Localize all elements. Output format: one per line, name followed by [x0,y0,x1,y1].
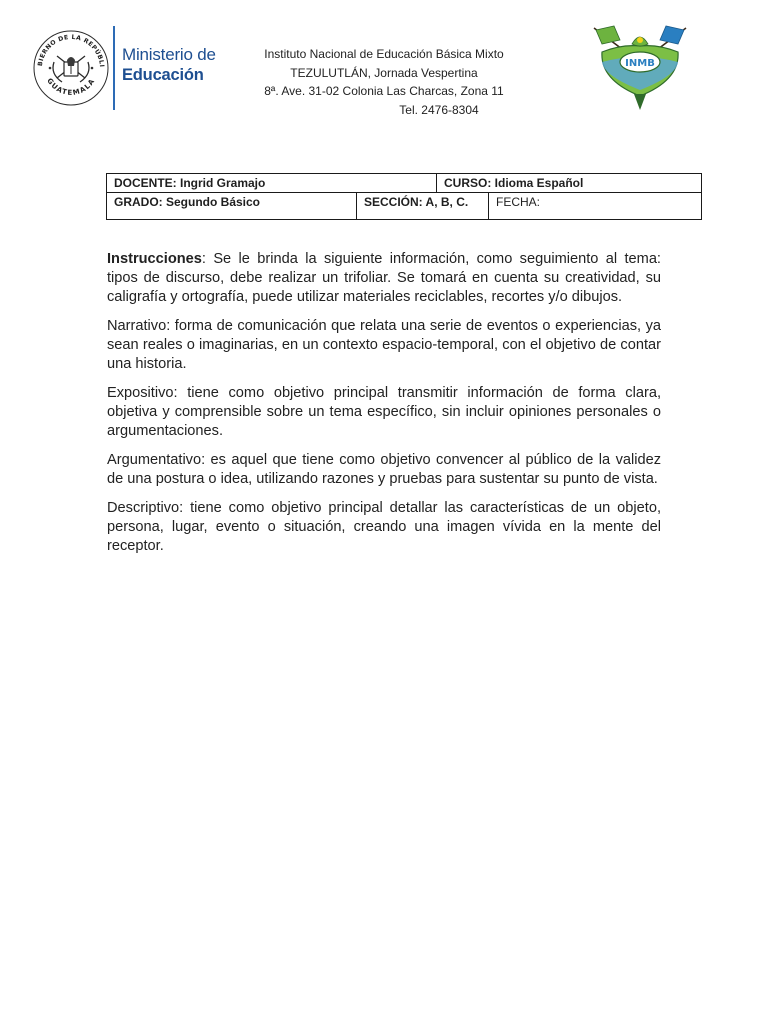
expositivo-paragraph: Expositivo: tiene como objetivo principal transmitir información de forma clara, objetiva y comprensible sobre un tema específico, sin incluir opiniones personales o argumentaciones. [107,385,661,439]
instructions-text: : Se le brinda la siguiente información, como seguimiento al tema: tipos de discurso, debe realizar un trifoliar. Se tomará en cuenta su creatividad, su caligrafía y ortografía, puede utilizar materiales reciclables, recortes y/o dibujos. [107,251,661,305]
institution-address: 8ª. Ave. 31-02 Colonia Las Charcas, Zona 11 [264,84,504,99]
svg-text:GUATEMALA [45,77,97,97]
course-cell: CURSO: Idioma Español [444,176,584,190]
seal-text-bottom: GUATEMALA [45,76,97,97]
guatemala-seal [32,26,110,108]
argumentativo-paragraph: Argumentativo: es aquel que tiene como objetivo convencer al público de la validez de una postura o idea, utilizando razones y pruebas para sustentar su punto de vista. [107,452,661,487]
institution-shift: TEZULUTLÁN, Jornada Vespertina [290,65,478,80]
grade-cell: GRADO: Segundo Básico [107,193,357,219]
instructions-label: Instrucciones [107,251,202,267]
ministry-name-line1: Ministerio de [122,45,216,64]
date-cell: FECHA: [496,195,541,209]
seal-text-top: BIERNO DE LA REPÚBLI [36,33,106,68]
info-row-2 [107,192,701,219]
ministry-divider [113,26,115,110]
instructions-paragraph [107,250,661,307]
school-logo-text: INMB [625,58,655,69]
section-cell: SECCIÓN: A, B, C. [357,193,489,219]
descriptivo-paragraph: Descriptivo: tiene como objetivo principal detallar las características de un objeto, persona, lugar, evento o situación, creando una imagen vívida en la mente del receptor. [107,500,661,554]
ministry-name [122,45,216,85]
narrativo-paragraph: Narrativo: forma de comunicación que relata una serie de eventos o experiencias, ya sean reales o imaginarias, en un contexto espacio-temporal, con el objetivo de contar una historia. [107,318,661,372]
teacher-cell: DOCENTE: Ingrid Gramajo [107,174,437,192]
course-info-table [106,173,702,220]
school-logo [588,22,692,114]
document-body [107,250,661,566]
institution-name: Instituto Nacional de Educación Básica Mixto [264,47,504,61]
institution-header [250,45,518,120]
institution-phone: Tel. 2476-8304 [399,103,479,118]
info-row-1 [107,174,701,192]
ministry-name-line2: Educación [122,66,204,84]
